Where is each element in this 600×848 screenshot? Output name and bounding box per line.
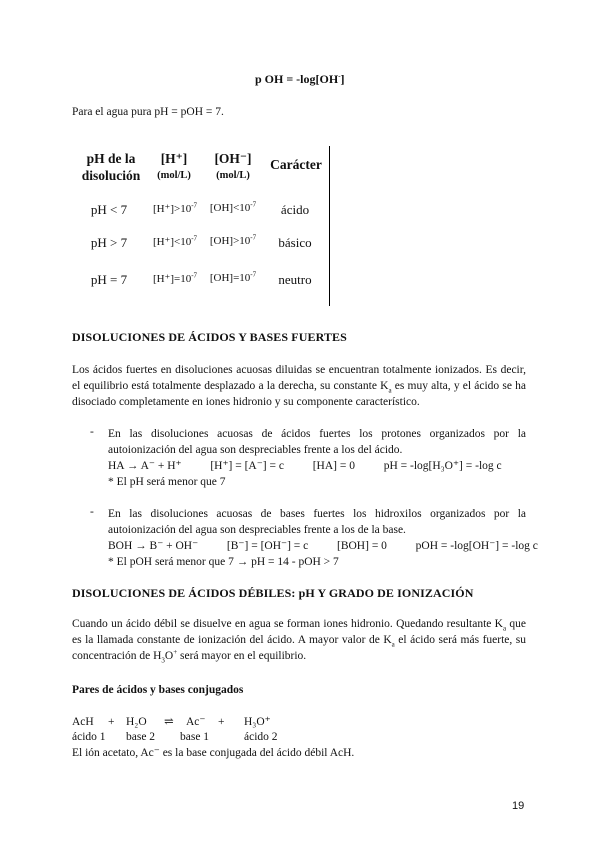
- bullet-dash: -: [90, 506, 94, 518]
- table-header-ph: pH de la disolución: [81, 151, 141, 183]
- formula-poh: p OH = -log[OH-]: [255, 72, 345, 86]
- paragraph-strong-acids: Los ácidos fuertes en disoluciones acuosas diluidas se encuentran totalmente ionizados. Es decir, el equilibrio está totalmente desplazado a la derecha, su constante $K_a$ es muy alta, y el ácido se ha disociado completamente en iones hidronio y su componente característico.: [72, 364, 526, 408]
- table-row-basic-h: $[H^+]<10^{-7}$: [152, 234, 198, 248]
- subtitle-conjugate-pairs: Pares de ácidos y bases conjugados: [72, 684, 244, 696]
- section-heading-strong: DISOLUCIONES DE ÁCIDOS Y BASES FUERTES: [72, 330, 347, 344]
- table-row-neutral-ph: pH = 7: [90, 272, 128, 287]
- table-row-acid-character: ácido: [280, 202, 310, 217]
- bullet-dash: -: [90, 426, 94, 438]
- bullet-strong-base-text: En las disoluciones acuosas de bases fuertes los hidroxilos organizados por la autoionización del agua son despreciables frente a los de la base.: [108, 508, 526, 536]
- bullet-strong-base-equation: BOH → B⁻ + OH⁻ [B⁻] = [OH⁻] = c [BOH] = 0 pOH = -log[OH⁻] = -log c: [108, 540, 538, 552]
- bullet-strong-acid-text: En las disoluciones acuosas de ácidos fuertes los protones organizados por la autoionización del agua son despreciables frente a los del ácido.: [108, 428, 526, 456]
- table-row-neutral-character: neutro: [278, 272, 312, 287]
- table-row-basic-ph: pH > 7: [90, 235, 128, 250]
- table-row-acid-h: $[H^+]>10^{-7}$: [152, 201, 198, 215]
- table-row-acid-oh: $[OH]<10^{-7}$: [209, 200, 257, 214]
- ph-table: [72, 146, 330, 306]
- table-row-neutral-oh: $[OH]=10^{-7}$: [209, 270, 257, 284]
- table-header-oh: [OH⁻] (mol/L): [214, 151, 252, 181]
- water-ph-line: Para el agua pura pH = pOH = 7.: [72, 106, 224, 118]
- table-header-character: Carácter: [270, 157, 322, 172]
- table-row-neutral-h: $[H^+]=10^{-7}$: [152, 271, 198, 285]
- table-row-basic-oh: $[OH]>10^{-7}$: [209, 233, 257, 247]
- reaction-labels: ácido 1 base 2 base 1 ácido 2: [72, 731, 278, 743]
- table-row-basic-character: básico: [278, 235, 312, 250]
- page-number: 19: [512, 800, 525, 812]
- reaction-equation: AcH + H₂O ⇌ Ac⁻ + H₃O⁺: [72, 716, 271, 728]
- table-row-acid-ph: pH < 7: [90, 202, 128, 217]
- paragraph-weak-acids: Cuando un ácido débil se disuelve en agua se forman iones hidronio. Quedando resultante $K_a$ que es la llamada constante de ionización del ácido. A mayor valor de $K_a$ el ácido será más fuerte, su concentración de $H_3O^+$ será mayor en el equilibrio.: [72, 618, 526, 665]
- table-header-h: [H⁺] (mol/L): [157, 151, 191, 181]
- bullet-strong-acid-equation: HA → A⁻ + H⁺ [H⁺] = [A⁻] = c [HA] = 0 pH = -log[H₃O⁺] = -log c: [108, 460, 502, 472]
- bullet-strong-acid-note: * El pH será menor que 7: [108, 476, 226, 488]
- bullet-strong-base-note: * El pOH será menor que 7 → pH = 14 - pOH > 7: [108, 556, 339, 568]
- section-heading-weak: DISOLUCIONES DE ÁCIDOS DÉBILES: pH Y GRADO DE IONIZACIÓN: [72, 586, 474, 600]
- conjugate-base-note: El ión acetato, Ac⁻ es la base conjugada del ácido débil AcH.: [72, 747, 355, 759]
